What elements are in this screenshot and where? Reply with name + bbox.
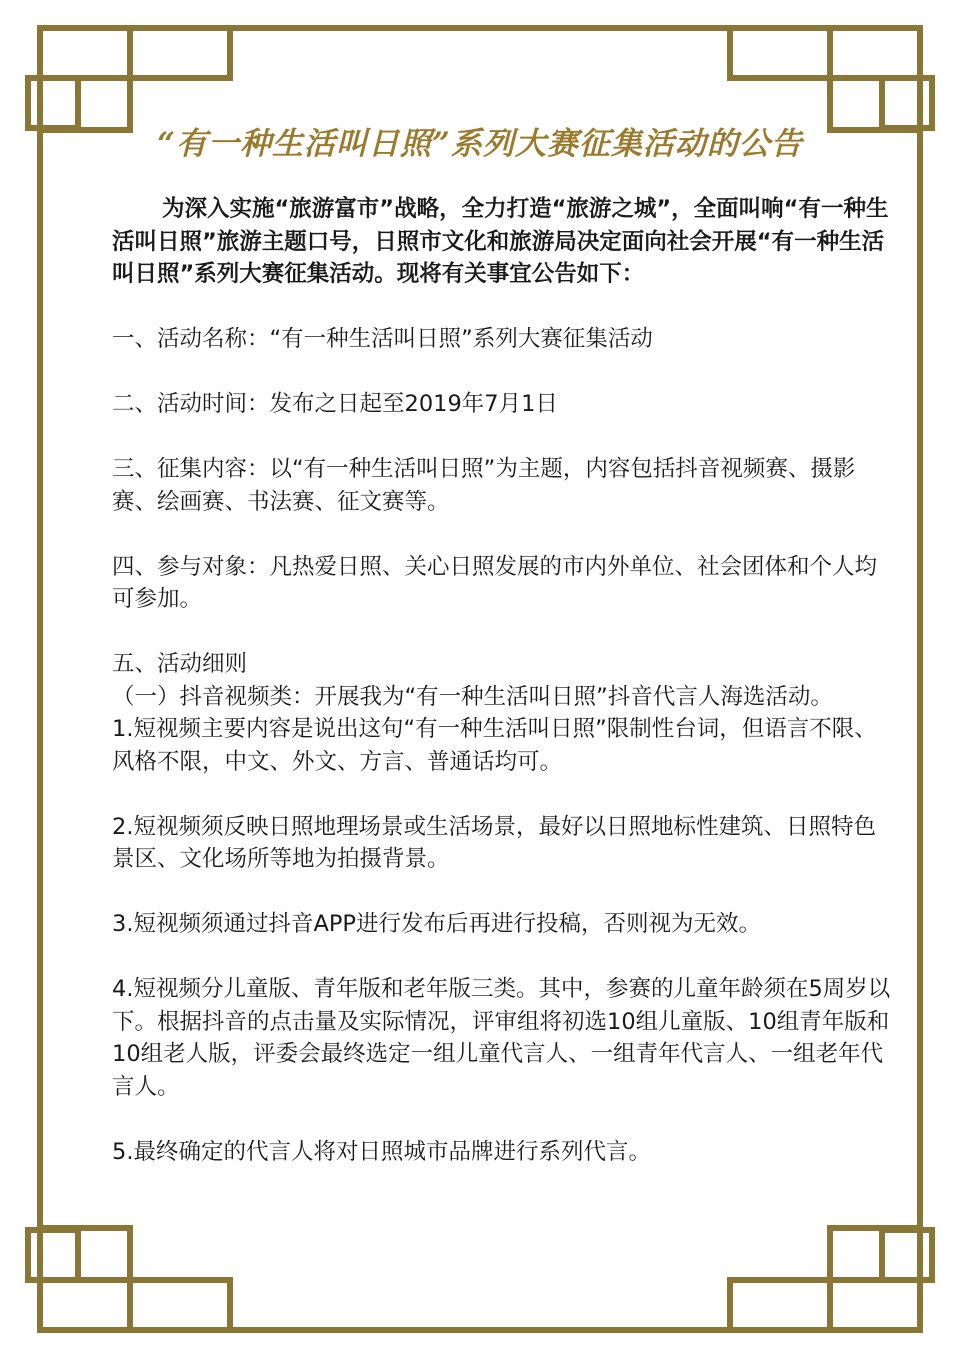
rule-item-2: 2.短视频须反映日照地理场景或生活场景，最好以日照地标性建筑、日照特色景区、文化场所等地为拍摄背景。: [112, 813, 876, 872]
rule-item-3: 3.短视频须通过抖音APP进行发布后再进行投稿，否则视为无效。: [112, 911, 761, 937]
section-rules-douyin-category: （一）抖音视频类：开展我为“有一种生活叫日照”抖音代言人海选活动。: [112, 683, 833, 710]
announcement-body: [112, 193, 892, 1168]
corner-knot-bottom-right: [730, 1188, 932, 1330]
intro-paragraph: 为深入实施“旅游富市”战略，全力打造“旅游之城”，全面叫响“有一种生活叫日照”旅游主题口号，日照市文化和旅游局决定面向社会开展“有一种生活叫日照”系列大赛征集活动。现将有关事宜公告如下：: [112, 196, 889, 287]
section-collection-content: 三、征集内容：以“有一种生活叫日照”为主题，内容包括抖音视频赛、摄影赛、绘画赛、书法赛、征文赛等。: [112, 456, 856, 515]
announcement-title: “有一种生活叫日照”系列大赛征集活动的公告: [157, 126, 803, 162]
section-activity-name: 一、活动名称：“有一种生活叫日照”系列大赛征集活动: [112, 326, 653, 352]
section-participants: 四、参与对象：凡热爱日照、关心日照发展的市内外单位、社会团体和个人均可参加。: [112, 553, 878, 612]
corner-knot-bottom-left: [28, 1188, 230, 1330]
section-rules-heading: 五、活动细则: [112, 651, 248, 677]
rule-item-4: 4.短视频分儿童版、青年版和老年版三类。其中，参赛的儿童年龄须在5周岁以下。根据抖音的点击量及实际情况，评审组将初选10组儿童版、10组青年版和10组老人版，评委会最终选定一组儿童代言人、一组青年代言人、一组老年代言人。: [112, 976, 891, 1100]
rule-item-5: 5.最终确定的代言人将对日照城市品牌进行系列代言。: [112, 1138, 651, 1165]
section-activity-time: 二、活动时间：发布之日起至2019年7月1日: [112, 391, 558, 417]
rule-item-1: 1.短视频主要内容是说出这句“有一种生活叫日照”限制性台词，但语言不限、风格不限，中文、外文、方言、普通话均可。: [112, 716, 877, 775]
